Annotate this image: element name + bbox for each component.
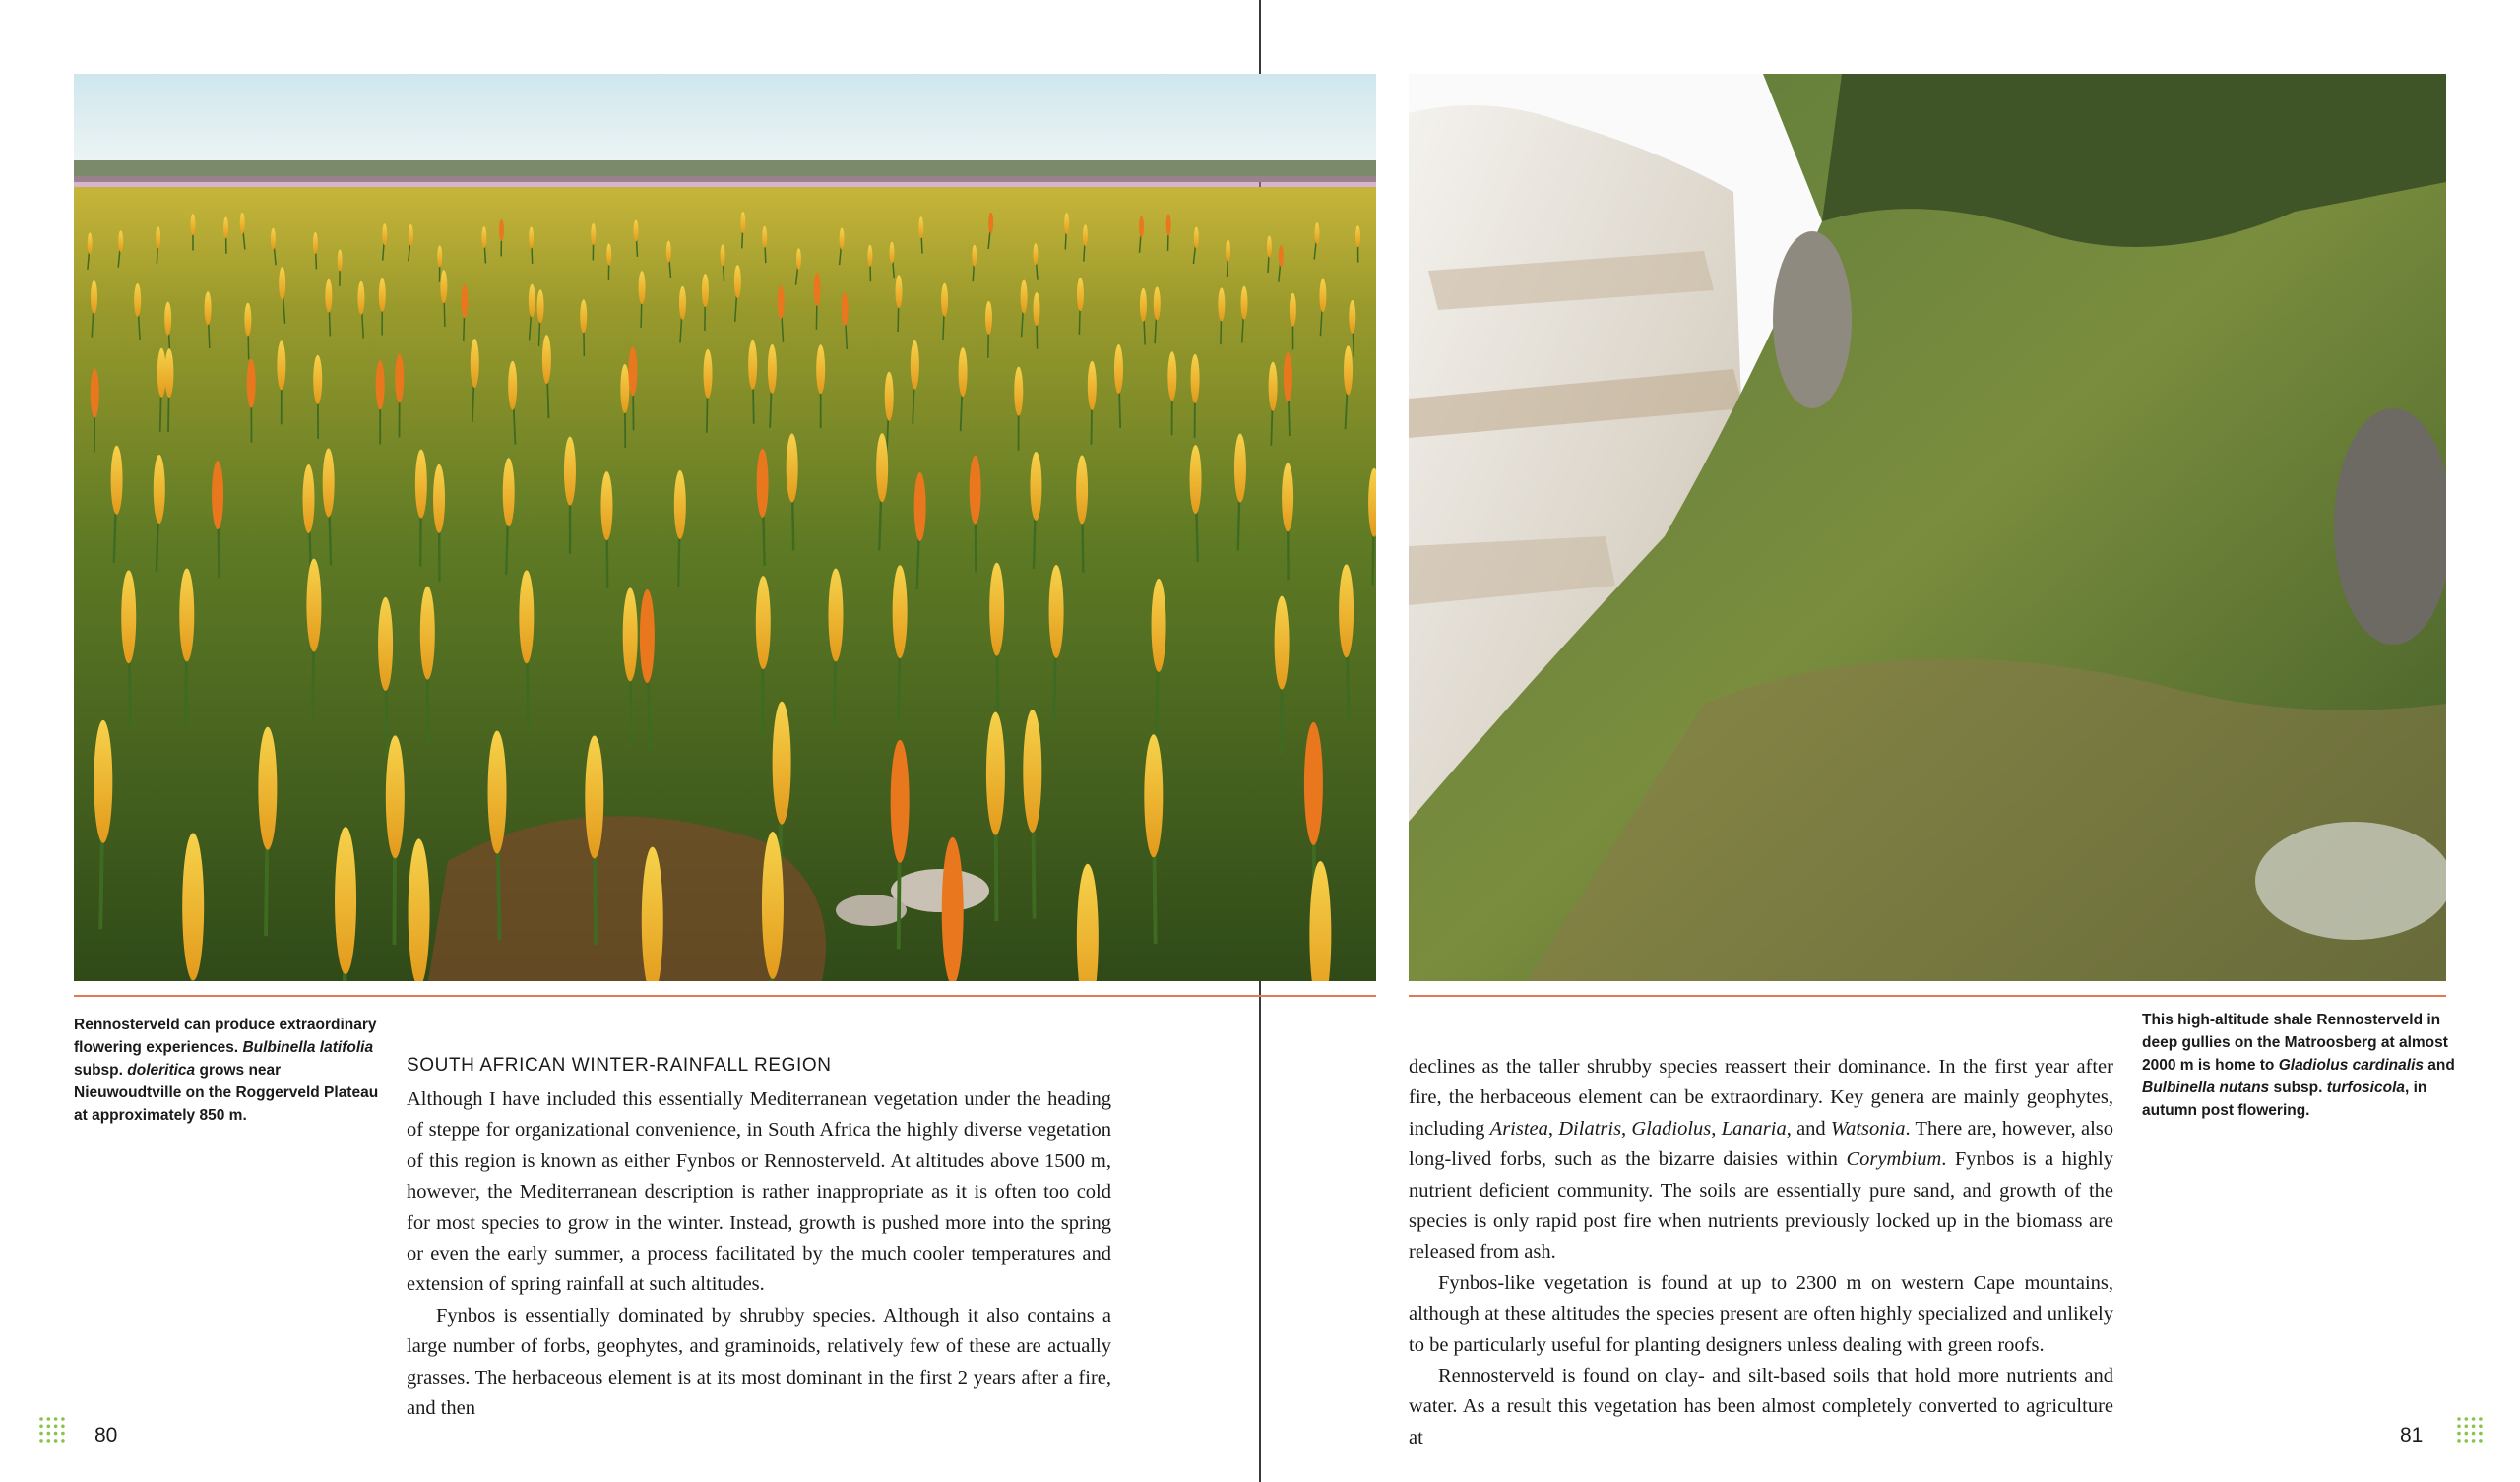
paragraph: Although I have included this essentially Mediterranean vegetation under the heading of steppe for organizational convenience, in South Africa the highly diverse vegetation of this region is known as either Fynbos or Rennosterveld. At altitudes above 1500 m, however, the Mediterranean description is rather inappropriate as it is often too cold for most species to grow in the winter. Instead, growth is pushed more into the spring or even the early summer, a process facilitated by the much cooler temperatures and extension of spring rainfall at such altitudes. — [407, 1088, 1111, 1296]
dot-grid-icon — [37, 1415, 67, 1445]
photo-caption-right: This high-altitude shale Rennosterveld in deep gullies on the Matroosberg at almost 2000 m is home to Gladiolus cardinalis and Bulbinella nutans subsp. turfosicola, in autumn post flowering. — [2142, 1012, 2455, 1119]
mountain-slope-photo — [1409, 74, 2446, 981]
paragraph: Fynbos is essentially dominated by shrubby species. Although it also contains a large number of forbs, geophytes, and graminoids, relatively few of these are actually grasses. The herbaceous element is at its most dominant in the first 2 years after a fire, and then — [407, 1304, 1111, 1420]
dot-grid-icon — [2455, 1415, 2485, 1445]
mountain-slope-illustration — [1409, 74, 2446, 981]
paragraph: Rennosterveld is found on clay- and silt-based soils that hold more nutrients and water. As a result this vegetation has been almost completely converted to agriculture at — [1409, 1365, 2113, 1449]
flower-field-illustration — [74, 74, 1376, 981]
paragraph: declines as the taller shrubby species reassert their dominance. In the first year after fire, the herbaceous element can be extraordinary. Key genera are mainly geophytes, including Aristea, Dilatris, Gladiolus, Lanaria, and Watsonia. There are, however, also long-lived forbs, such as the bizarre daisies within Corymbium. Fynbos is a highly nutrient deficient community. The soils are essentially pure sand, and growth of the species is only rapid post fire when nutrients previously locked up in the biomass are released from ash. — [1409, 1056, 2114, 1264]
page-number-right: 81 — [2400, 1424, 2424, 1447]
caption-divider-left — [74, 995, 1376, 997]
caption-divider-right — [1409, 995, 2446, 997]
page-number-left: 80 — [94, 1424, 118, 1447]
body-text-left — [407, 1084, 1111, 1424]
photo-caption-left: Rennosterveld can produce extraordinary flowering experiences. Bulbinella latifolia subsp. doleritica grows near Nieuwoudtville on the Roggerveld Plateau at approximately 850 m. — [74, 1017, 379, 1124]
paragraph: Fynbos-like vegetation is found at up to 2300 m on western Cape mountains, although at these altitudes the species present are often highly specialized and unlikely to be particularly useful for planting designers unless dealing with green roofs. — [1409, 1271, 2113, 1356]
flower-field-photo — [74, 74, 1376, 981]
body-text-right — [1409, 1052, 2113, 1453]
section-heading: SOUTH AFRICAN WINTER-RAINFALL REGION — [407, 1055, 832, 1076]
